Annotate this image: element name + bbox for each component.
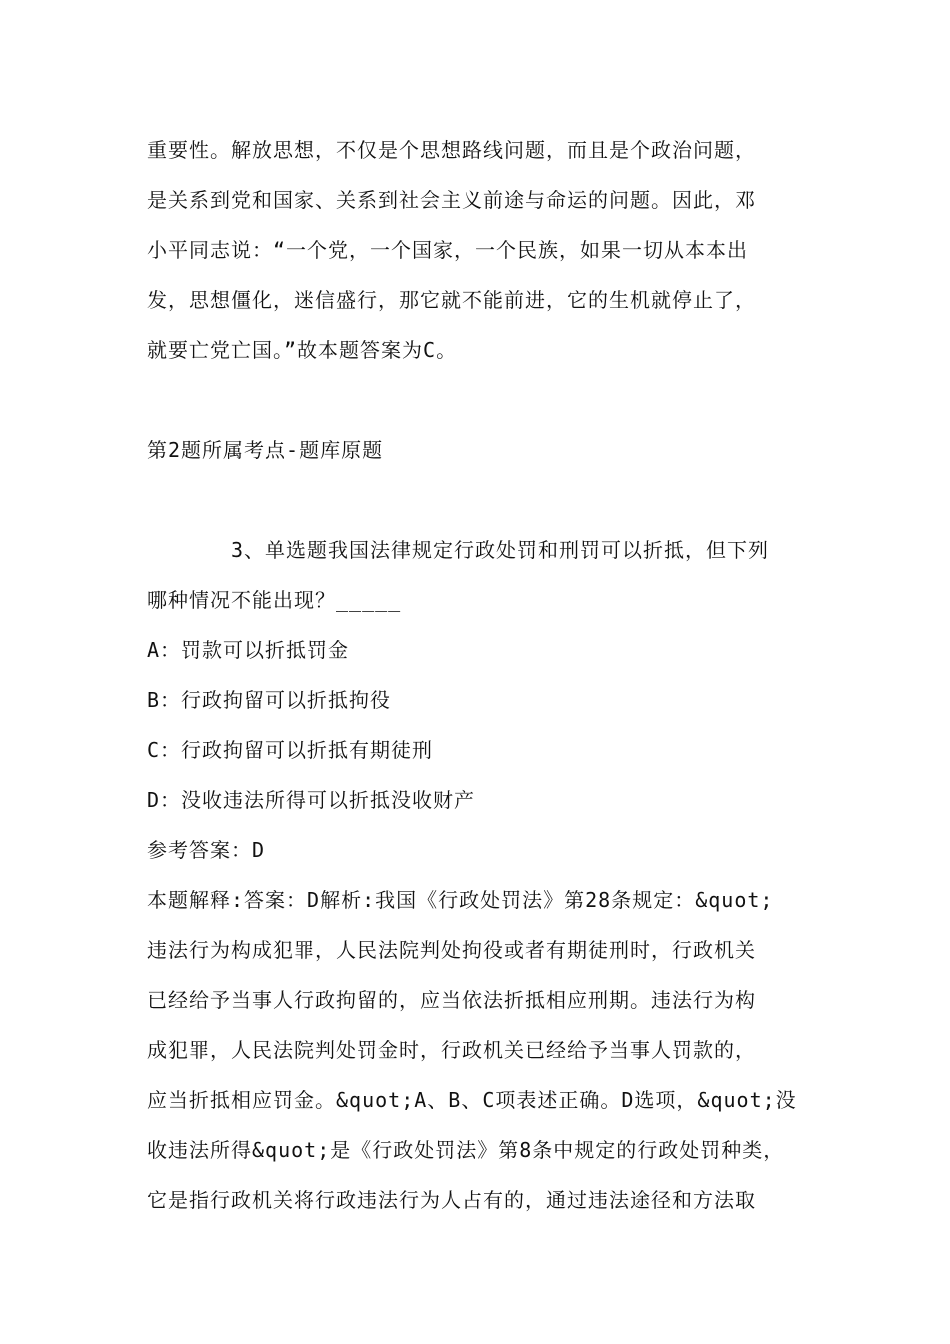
q3-option-d: D：没收违法所得可以折抵没收财产 — [147, 788, 476, 812]
prev-explanation-line-3: 小平同志说：“一个党，一个国家，一个民族，如果一切从本本出 — [147, 238, 749, 262]
q3-explanation-line-2: 违法行为构成犯罪，人民法院判处拘役或者有期徒刑时，行政机关 — [147, 938, 756, 962]
q3-stem-line-1: 3、单选题我国法律规定行政处罚和刑罚可以折抵，但下列 — [231, 538, 770, 562]
q3-explanation-line-6: 收违法所得&quot;是《行政处罚法》第8条中规定的行政处罚种类， — [147, 1138, 785, 1162]
q3-option-c: C：行政拘留可以折抵有期徒刑 — [147, 738, 434, 762]
q3-explanation-line-5: 应当折抵相应罚金。&quot;A、B、C项表述正确。D选项，&quot;没 — [147, 1088, 797, 1112]
q3-explanation-line-3: 已经给予当事人行政拘留的，应当依法折抵相应刑期。违法行为构 — [147, 988, 756, 1012]
prev-explanation-line-5: 就要亡党亡国。”故本题答案为C。 — [147, 338, 458, 362]
q3-explanation-line-4: 成犯罪，人民法院判处罚金时，行政机关已经给予当事人罚款的， — [147, 1038, 756, 1062]
q3-option-b: B：行政拘留可以折抵拘役 — [147, 688, 392, 712]
prev-explanation-line-1: 重要性。解放思想，不仅是个思想路线问题，而且是个政治问题， — [147, 138, 756, 162]
prev-explanation-line-2: 是关系到党和国家、关系到社会主义前途与命运的问题。因此，邓 — [147, 188, 756, 212]
q3-stem-line-2: 哪种情况不能出现？_____ — [147, 588, 402, 612]
q3-explanation-line-7: 它是指行政机关将行政违法行为人占有的，通过违法途径和方法取 — [147, 1188, 756, 1212]
prev-explanation-line-4: 发，思想僵化，迷信盛行，那它就不能前进，它的生机就停止了， — [147, 288, 756, 312]
q3-explanation-line-1: 本题解释:答案：D解析:我国《行政处罚法》第28条规定：&quot; — [147, 888, 774, 912]
q3-option-a: A：罚款可以折抵罚金 — [147, 638, 350, 662]
q3-answer: 参考答案：D — [147, 838, 266, 862]
q2-topic: 第2题所属考点-题库原题 — [147, 438, 384, 462]
